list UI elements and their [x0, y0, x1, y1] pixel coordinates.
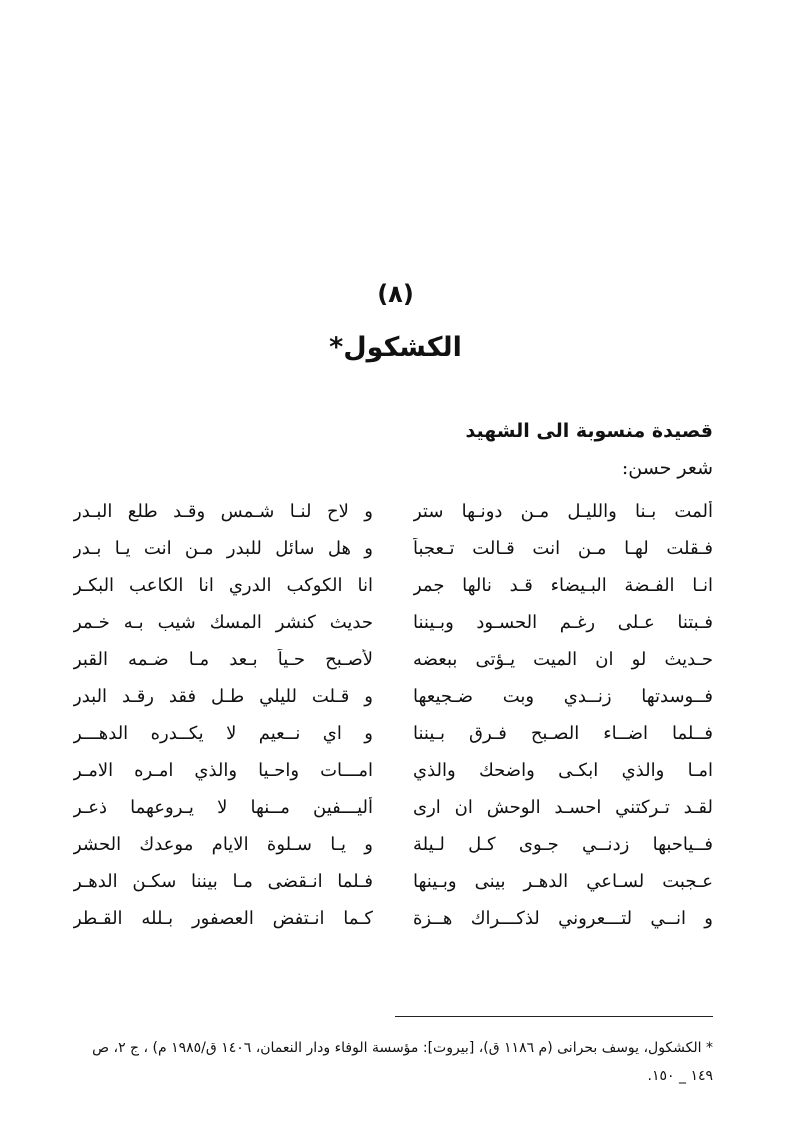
- verse-second-hemistich: كـما انـتفض العصفور بـلله القـطر: [73, 908, 373, 929]
- verse-row: [73, 530, 713, 567]
- verse-first-hemistich: ألمت بـنا والليـل مـن دونـها ستر: [413, 501, 713, 522]
- verse-row: [73, 567, 713, 604]
- verse-second-hemistich: حديث كنشر المسك شيب بـه خـمر: [73, 612, 373, 633]
- chapter-title: الكشكول*: [329, 332, 462, 363]
- verse-row: [73, 641, 713, 678]
- footnote: * الكشكول، يوسف بحرانى (م ١١٨٦ ق)، [بيروت]: مؤسسة الوفاء ودار النعمان، ١٤٠٦ ق/١٩٨٥ م) ، ج ٢، ص ١٤٩ _ ١٥٠.: [92, 1040, 713, 1084]
- verse-first-hemistich: فــياحبها زدنــي جـوى كـل لـيلة: [413, 834, 713, 855]
- verse-first-hemistich: و انــي لتـــعروني لذكـــراك هــزة: [413, 908, 713, 929]
- verse-row: [73, 715, 713, 752]
- verse-first-hemistich: عـجبت لسـاعي الدهـر بينى وبـينها: [413, 871, 713, 892]
- verse-second-hemistich: أليـــفين مــنها لا يـروعهما ذعـر: [73, 797, 373, 818]
- verse-first-hemistich: فـبتنا عـلى رغـم الحسـود وبـيننا: [413, 612, 713, 633]
- footnote-divider: [395, 1016, 713, 1017]
- verse-row: [73, 789, 713, 826]
- verse-second-hemistich: فـلما انـقضى مـا بيننا سكـن الدهـر: [73, 871, 373, 892]
- verse-first-hemistich: حـديث لو ان الميت يـؤتى ببعضه: [413, 649, 713, 670]
- verse-first-hemistich: انـا الفـضة البـيضاء قـد نالها جمر: [413, 575, 713, 596]
- verse-second-hemistich: و اي نــعيم لا يكــدره الدهـــر: [73, 723, 373, 744]
- verse-second-hemistich: و لاح لنـا شـمس وقـد طلع البـدر: [73, 501, 373, 522]
- verse-row: [73, 604, 713, 641]
- verse-second-hemistich: انا الكوكب الدري انا الكاعب البكـر: [73, 575, 373, 596]
- verse-row: [73, 752, 713, 789]
- verse-row: [73, 678, 713, 715]
- verse-first-hemistich: فـقلت لهـا مـن انت قـالت تـعجباً: [413, 538, 713, 559]
- verse-row: [73, 493, 713, 530]
- verse-second-hemistich: و قـلت لليلي طـل فقد رقـد البدر: [73, 686, 373, 707]
- verse-first-hemistich: فــلما اضــاء الصـبح فـرق بـيننا: [413, 723, 713, 744]
- verse-first-hemistich: فــوسدتها زنــدي وبت ضـجيعها: [413, 686, 713, 707]
- verse-second-hemistich: و يـا سـلوة الايام موعدك الحشر: [73, 834, 373, 855]
- verse-first-hemistich: لقـد تـركتني احسـد الوحش ان ارى: [413, 797, 713, 818]
- verse-row: [73, 900, 713, 937]
- verse-row: [73, 863, 713, 900]
- chapter-number: (٨): [377, 280, 414, 308]
- poem-subtitle: قصيدة منسوبة الى الشهيد: [465, 420, 713, 442]
- poet-line: شعر حسن:: [621, 457, 713, 479]
- verse-second-hemistich: امـــات واحـيا والذي امـره الامـر: [73, 760, 373, 781]
- verse-row: [73, 826, 713, 863]
- poem: [73, 493, 713, 937]
- verse-first-hemistich: امـا والذي ابكـى واضحك والذي: [413, 760, 713, 781]
- verse-second-hemistich: لأصـبح حـياً بـعد مـا ضـمه القبر: [73, 649, 373, 670]
- verse-second-hemistich: و هل سائل للبدر مـن انت يـا بـدر: [73, 538, 373, 559]
